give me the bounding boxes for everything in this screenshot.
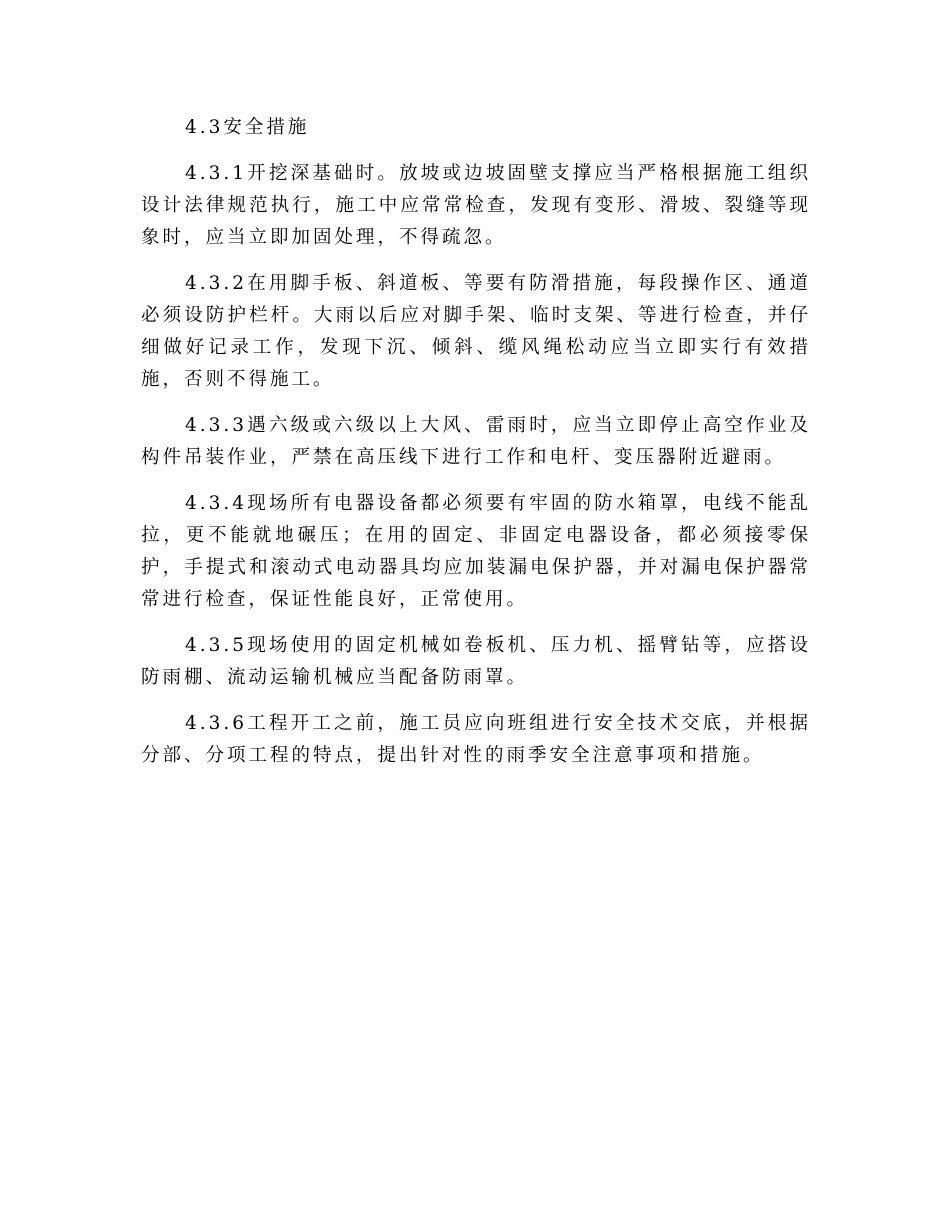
document-page bbox=[141, 112, 811, 786]
paragraph-4-3-1: 4.3.1开挖深基础时。放坡或边坡固壁支撑应当严格根据施工组织设计法律规范执行，施工中应常常检查，发现有变形、滑坡、裂缝等现象时，应当立即加固处理，不得疏忽。 bbox=[141, 163, 811, 248]
paragraph-4-3-4: 4.3.4现场所有电器设备都必须要有牢固的防水箱罩，电线不能乱拉，更不能就地碾压；在用的固定、非固定电器设备，都必须接零保护，手提式和滚动式电动器具均应加装漏电保护器，并对漏电保护器常常进行检查，保证性能良好，正常使用。 bbox=[141, 493, 811, 610]
paragraph-4-3-5: 4.3.5现场使用的固定机械如卷板机、压力机、摇臂钻等，应搭设防雨棚、流动运输机械应当配备防雨罩。 bbox=[141, 635, 811, 688]
paragraph-4-3-2: 4.3.2在用脚手板、斜道板、等要有防滑措施，每段操作区、通道必须设防护栏杆。大雨以后应对脚手架、临时支架、等进行检查，并仔细做好记录工作，发现下沉、倾斜、缆风绳松动应当立即实行有效措施，否则不得施工。 bbox=[141, 273, 811, 390]
section-title: 4.3安全措施 bbox=[185, 117, 310, 138]
paragraph-4-3-6: 4.3.6工程开工之前，施工员应向班组进行安全技术交底，并根据分部、分项工程的特点，提出针对性的雨季安全注意事项和措施。 bbox=[141, 713, 811, 766]
paragraph-4-3-3: 4.3.3遇六级或六级以上大风、雷雨时，应当立即停止高空作业及构件吊装作业，严禁在高压线下进行工作和电杆、变压器附近避雨。 bbox=[141, 415, 811, 468]
